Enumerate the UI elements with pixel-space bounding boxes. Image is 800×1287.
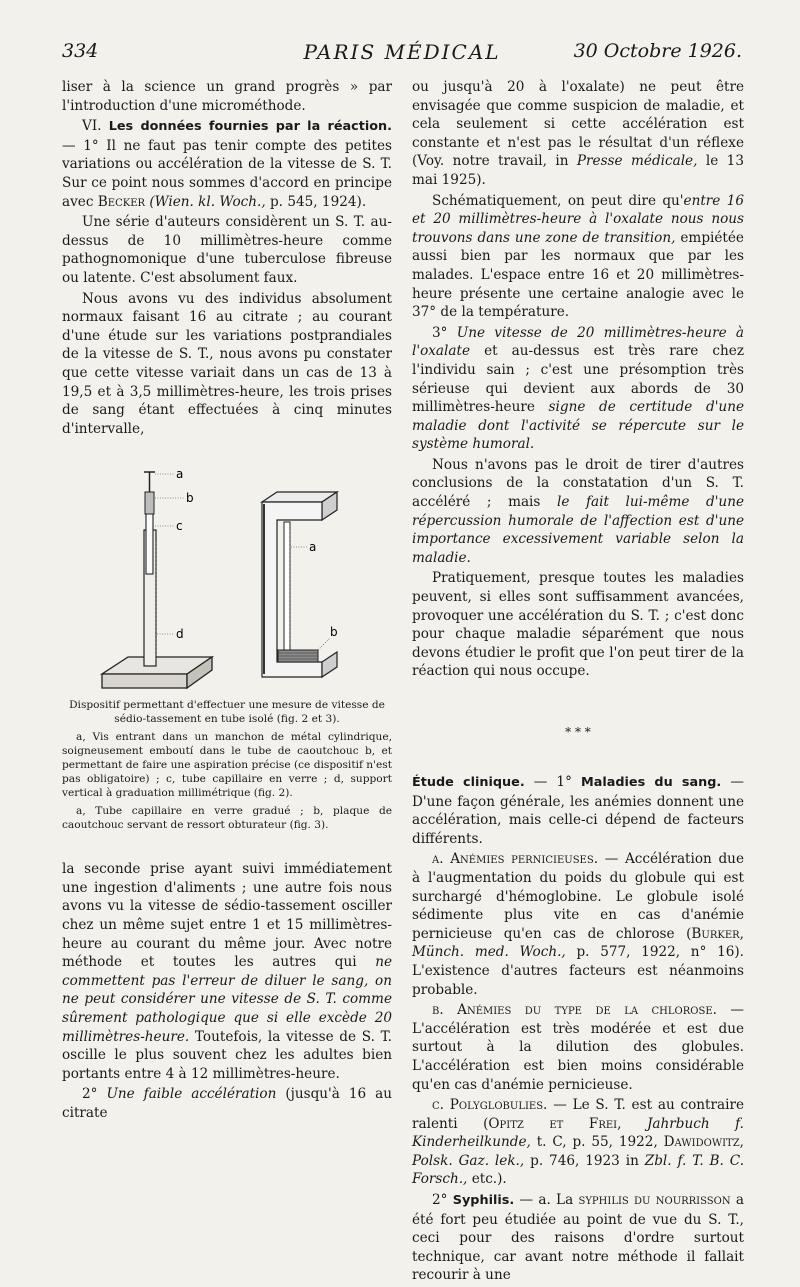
label-a: a bbox=[176, 467, 184, 482]
figure-caption: Dispositif permettant d'effectuer une mesure de vitesse de sédio-tassement en tube isolé (fig. 2 et 3). bbox=[69, 699, 385, 726]
page-header bbox=[62, 40, 742, 70]
paragraph: 2° Une faible accélération (jusqu'à 16 au citrate bbox=[62, 1086, 392, 1121]
subsection-label: b. Anémies du type de la chlorose. bbox=[432, 1002, 717, 1019]
label-c: c bbox=[176, 519, 183, 534]
paragraph: b. Anémies du type de la chlorose. — L'accélération est très modérée et est due surtout à la dilution des globules. L'accélération est bien moins considérable qu'en cas d'anémie pernicieuse. bbox=[412, 1002, 745, 1093]
label-a-fig3: a bbox=[309, 540, 317, 555]
paragraph: 2° Syphilis. — a. La syphilis du nourrisson a été fort peu étudiée au point de vue du S. T., ceci pour des raisons d'ordre surtout technique, car avant notre méthode il fallait recourir à une bbox=[412, 1192, 745, 1284]
page-number: 334 bbox=[62, 40, 99, 62]
paragraph: c. Polyglobulies. — Le S. T. est au contraire ralenti (Opitz et Frei, Jahrbuch f. Kinderheilkunde, t. C, p. 55, 1922, Dawidowitz, Polsk. Gaz. lek., p. 746, 1923 in Zbl. f. T. B. C. Forsch., etc.). bbox=[412, 1097, 745, 1188]
section-number: VI. bbox=[82, 118, 102, 135]
author-name: Becker bbox=[97, 193, 146, 210]
apparatus-drawing bbox=[62, 452, 392, 692]
subsection-label: a. Anémies pernicieuses. bbox=[432, 851, 599, 868]
clinical-title: Étude clinique. bbox=[412, 775, 525, 790]
left-column bbox=[62, 78, 392, 1125]
figure-legend-2: a, Vis entrant dans un manchon de métal cylindrique, soigneusement emboutí dans le tube de caoutchouc b, et permettant de faire une aspiration précise (ce dispositif n'est pas obligatoire) ; c, tube capillaire en verre ; d, support vertical à graduation millimétrique (fig. 2). bbox=[62, 731, 392, 800]
paragraph: Nous n'avons pas le droit de tirer d'autres conclusions de la constatation d'un S. T. accéléré ; mais le fait lui-même d'une répercussion humorale de l'affection est d'une importance excessivement variable selon la maladie. bbox=[412, 456, 744, 566]
author-name: Opitz et Frei, bbox=[488, 1115, 622, 1132]
section-title: Les données fournies par la réaction. bbox=[108, 119, 392, 135]
issue-date: 30 Octobre 1926. bbox=[573, 40, 742, 62]
figure-legend-3: a, Tube capillaire en verre gradué ; b, plaque de caoutchouc servant de ressort obturateur (fig. 3). bbox=[62, 805, 392, 832]
paragraph: Une série d'auteurs considèrent un S. T. au-dessus de 10 millimètres-heure comme pathognomonique d'une tuberculose fibreuse ou latente. C'est absolument faux. bbox=[62, 214, 392, 286]
paragraph: a. Anémies pernicieuses. — Accélération due à l'augmentation du poids du globule qui est surchargé d'hémoglobine. Le globule isolé sédimente plus vite en cas d'anémie pernicieuse qu'en cas de chlorose (Burker, Münch. med. Woch., p. 577, 1922, n° 16). L'existence d'autres facteurs est néanmoins probable. bbox=[412, 851, 744, 998]
label-d: d bbox=[176, 627, 184, 642]
label-b-fig3: b bbox=[330, 625, 338, 640]
paragraph: ou jusqu'à 20 à l'oxalate) ne peut être envisagée que comme suspicion de maladie, et cela seulement si cette accélération est constante et n'est pas le résultat d'un réflexe (Voy. notre travail, in Presse médicale, le 13 mai 1925). bbox=[412, 79, 744, 188]
figure-apparatus bbox=[62, 452, 392, 692]
paragraph: Schématiquement, on peut dire qu'entre 16 et 20 millimètres-heure à l'oxalate nous nous trouvons dans une zone de transition, empiétée aussi bien par les normaux que par les malades. L'espace entre 16 et 20 millimètres-heure présente une certaine analogie avec le 37° de la température. bbox=[412, 192, 744, 321]
label-b: b bbox=[186, 491, 194, 506]
paragraph: 3° Une vitesse de 20 millimètres-heure à l'oxalate et au-dessus est très rare chez l'individu sain ; c'est une présomption très sérieuse qui devient aux abords de 30 millimètres-heure signe de certitude d'une maladie dont l'activité se répercute sur le système humoral. bbox=[412, 324, 744, 453]
clinical-subtitle: Maladies du sang. bbox=[580, 775, 722, 790]
section-separator: * * * bbox=[565, 725, 591, 739]
clinical-heading: Étude clinique. — 1° Maladies du sang. — D'une façon générale, les anémies donnent une accélération, mais celle-ci dépend de facteurs différents. bbox=[412, 774, 744, 847]
paragraph: Pratiquement, presque toutes les maladies peuvent, si elles sont suffisamment avancées, provoquer une accélération du S. T. ; c'est donc pour chaque maladie séparément que nous devons étudier le profit que l'on peut tirer de la réaction qui nous occupe. bbox=[412, 570, 744, 680]
paragraph: Nous avons vu des individus absolument normaux faisant 16 au citrate ; au courant d'une étude sur les variations postprandiales de la vitesse de S. T., nous avons pu constater que cette vitesse variait dans un cas de 13 à 19,5 et à 3,5 millimètres-heure, les trois prises de sang étant effectuées à cinq minutes d'intervalle, bbox=[62, 290, 392, 437]
journal-title: PARIS MÉDICAL bbox=[303, 40, 501, 64]
author-name: Burker, bbox=[691, 925, 744, 942]
syphilis-title: Syphilis. bbox=[452, 1193, 515, 1209]
author-name: Dawidowitz, bbox=[663, 1134, 744, 1151]
paragraph: liser à la science un grand progrès » par l'introduction d'une microméthode. bbox=[62, 79, 392, 114]
right-column bbox=[412, 78, 744, 1287]
section-paragraph: VI. Les données fournies par la réaction. — 1° Il ne faut pas tenir compte des petites variations ou accélération de la vitesse de S. T. Sur ce point nous sommes d'accord en principe avec Becker (Wien. kl. Woch., p. 545, 1924). bbox=[62, 118, 392, 210]
paragraph: la seconde prise ayant suivi immédiatement une ingestion d'aliments ; une autre fois nous avons vu la vitesse de sédio-tassement osciller chez un même sujet entre 1 et 15 millimètres-heure au courant du même jour. Avec notre méthode et toutes les autres qui ne commettent pas l'erreur de diluer le sang, on ne peut considérer une vitesse de S. T. comme sûrement pathologique que si elle excède 20 millimètres-heure. Toutefois, la vitesse de S. T. oscille le plus souvent chez les adultes bien portants entre 4 à 12 millimètres-heure. bbox=[62, 861, 392, 1082]
subsection-label: c. Polyglobulies. bbox=[432, 1097, 548, 1114]
